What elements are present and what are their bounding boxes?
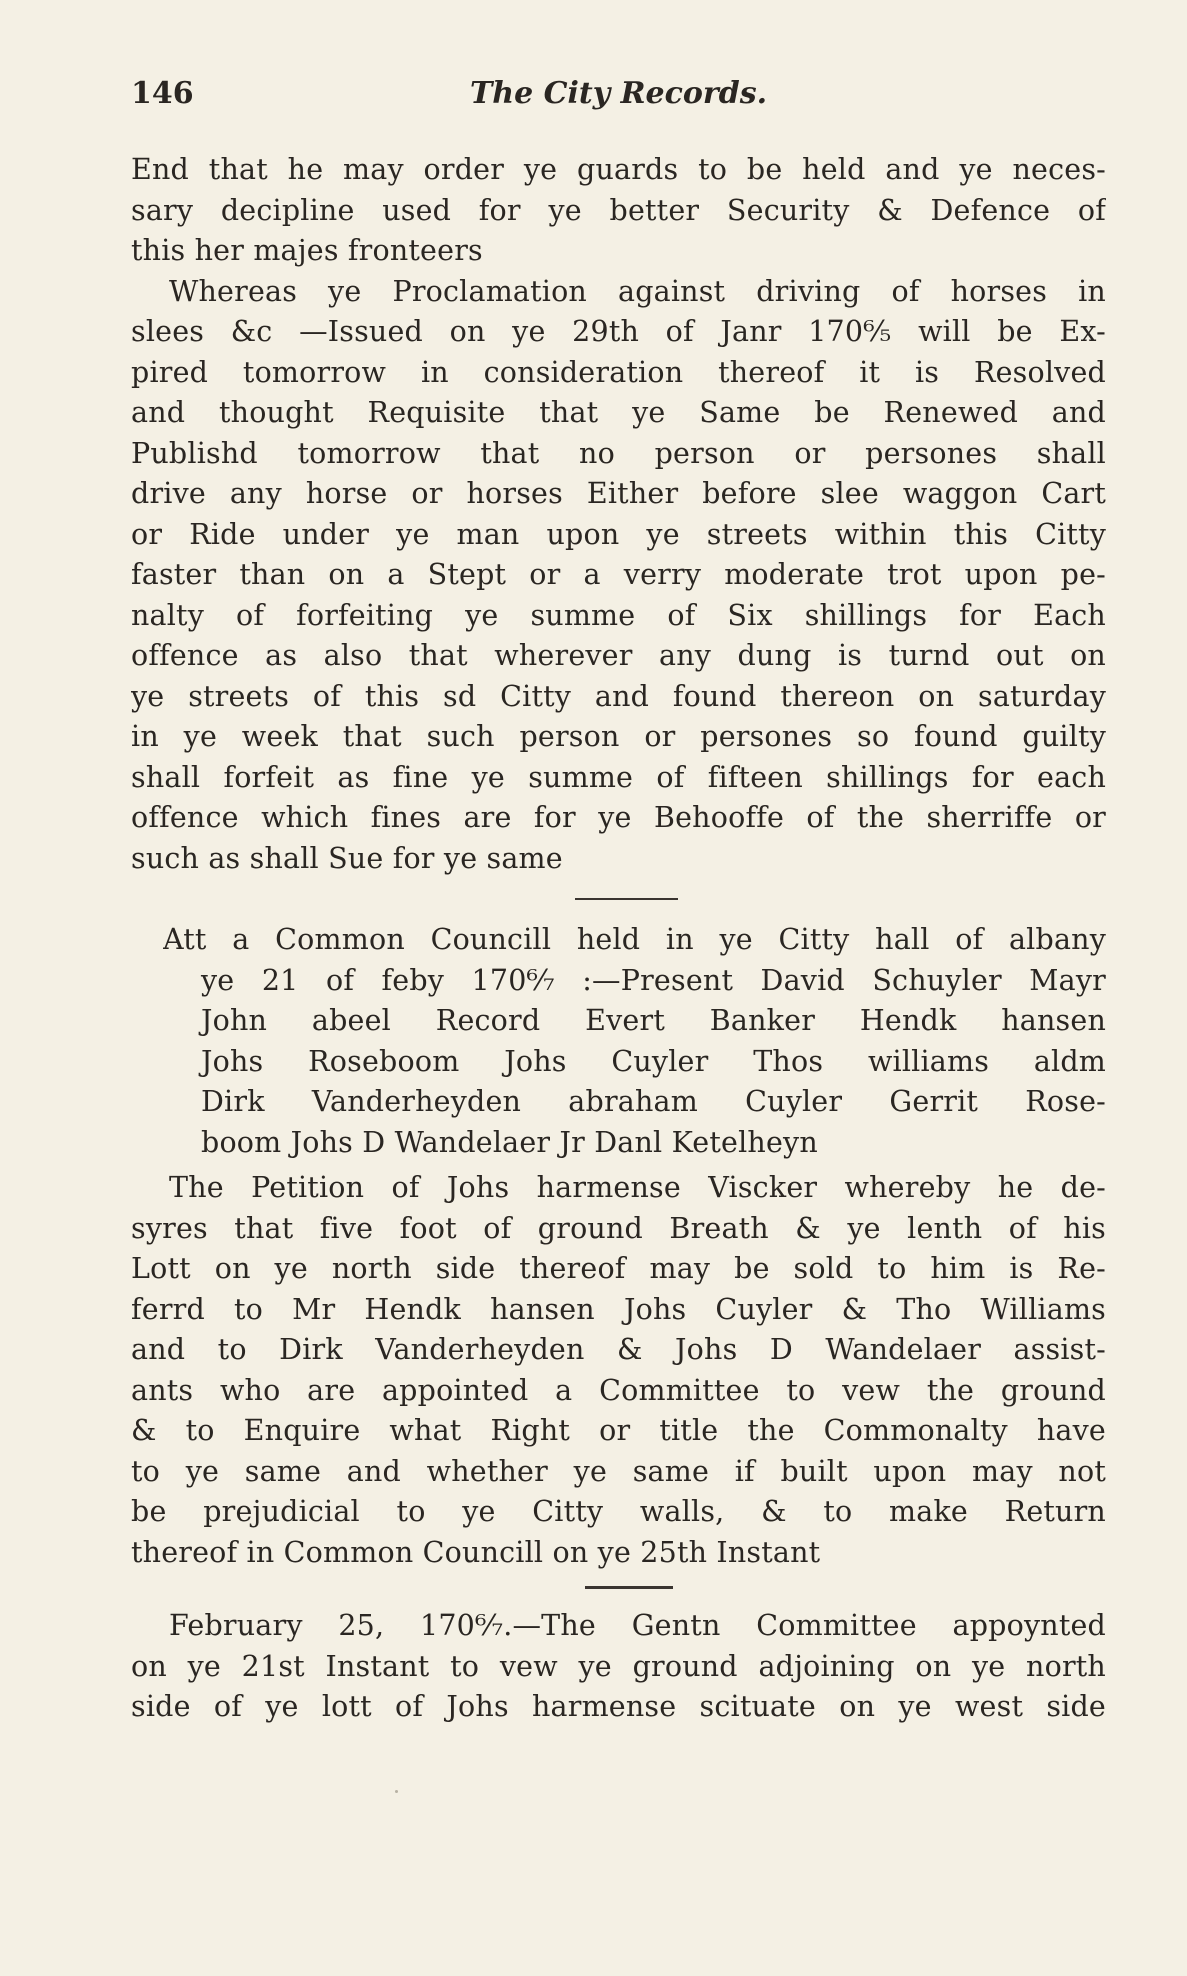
text-line: Att a Common Councill held in ye Citty hall of albany [163, 923, 1106, 956]
text-line: and to Dirk Vanderheyden & Johs D Wandelaer assist- [131, 1333, 1106, 1366]
text-line: side of ye lott of Johs harmense scituate on ye west side [131, 1690, 1106, 1723]
text-line: ants who are appointed a Committee to vew the ground [131, 1373, 1106, 1407]
text-line: Dirk Vanderheyden abraham Cuyler Gerrit Rose- [201, 1085, 1106, 1118]
text-line: Whereas ye Proclamation against driving of horses in [169, 274, 1106, 308]
text-line: ferrd to Mr Hendk hansen Johs Cuyler & Tho Williams [131, 1292, 1106, 1326]
text-line: in ye week that such person or persones so found guilty [131, 720, 1106, 753]
text-line: faster than on a Stept or a verry moderate trot upon pe- [131, 558, 1106, 591]
text-line: offence which fines are for ye Behooffe of the sherriffe or [131, 801, 1106, 834]
text-line: sary decipline used for ye better Security & Defence of [131, 193, 1106, 227]
text-line: pired tomorrow in consideration thereof it is Resolved [131, 355, 1106, 389]
text-line: nalty of forfeiting ye summe of Six shillings for Each [131, 598, 1106, 632]
text-line: and thought Requisite that ye Same be Renewed and [131, 396, 1106, 429]
text-line: slees &c —Issued on ye 29th of Janr 170⁶⁄₅ will be Ex- [131, 315, 1106, 348]
text-line: Johs Roseboom Johs Cuyler Thos williams aldm [201, 1044, 1106, 1078]
text-line: Publishd tomorrow that no person or persones shall [131, 436, 1106, 470]
text-line: shall forfeit as fine ye summe of fifteen shillings for each [131, 760, 1106, 794]
text-line: be prejudicial to ye Citty walls, & to make Return [131, 1495, 1106, 1528]
text-line: on ye 21st Instant to vew ye ground adjoining on ye north [131, 1649, 1106, 1683]
proclamation-paragraph [131, 150, 1106, 879]
text-line: ye streets of this sd Citty and found thereon on saturday [131, 679, 1106, 713]
text-line: John abeel Record Evert Banker Hendk hansen [201, 1004, 1106, 1037]
section-divider [575, 898, 678, 900]
page-number: 146 [131, 76, 194, 111]
text-line: boom Johs D Wandelaer Jr Danl Ketelheyn [201, 1125, 818, 1159]
text-line: Lott on ye north side thereof may be sold to him is Re- [131, 1252, 1106, 1285]
text-line: & to Enquire what Right or title the Commonalty have [131, 1414, 1106, 1447]
text-line: such as shall Sue for ye same [131, 841, 563, 875]
text-line: February 25, 170⁶⁄₇.—The Gentn Committee appoynted [169, 1609, 1106, 1642]
text-line: or Ride under ye man upon ye streets within this Citty [131, 517, 1106, 551]
text-line: to ye same and whether ye same if built upon may not [131, 1454, 1106, 1488]
paper-speck [395, 1790, 398, 1793]
running-title: The City Records. [469, 76, 768, 111]
text-line: drive any horse or horses Either before slee waggon Cart [131, 477, 1106, 510]
text-line: ye 21 of feby 170⁶⁄₇ :—Present David Schuyler Mayr [201, 963, 1106, 997]
section-divider [585, 1586, 673, 1589]
petition-paragraph [131, 1168, 1106, 1573]
text-line: The Petition of Johs harmense Viscker whereby he de- [169, 1171, 1106, 1204]
text-line: offence as also that wherever any dung is turnd out on [131, 639, 1106, 672]
council-meeting-heading [163, 920, 1106, 1163]
text-line: this her majes fronteers [131, 234, 483, 267]
text-line: thereof in Common Councill on ye 25th Instant [131, 1535, 821, 1569]
text-line: syres that five foot of ground Breath & ye lenth of his [131, 1211, 1106, 1245]
committee-paragraph [131, 1606, 1106, 1728]
page-header [131, 76, 1106, 126]
text-line: End that he may order ye guards to be held and ye neces- [131, 153, 1106, 186]
